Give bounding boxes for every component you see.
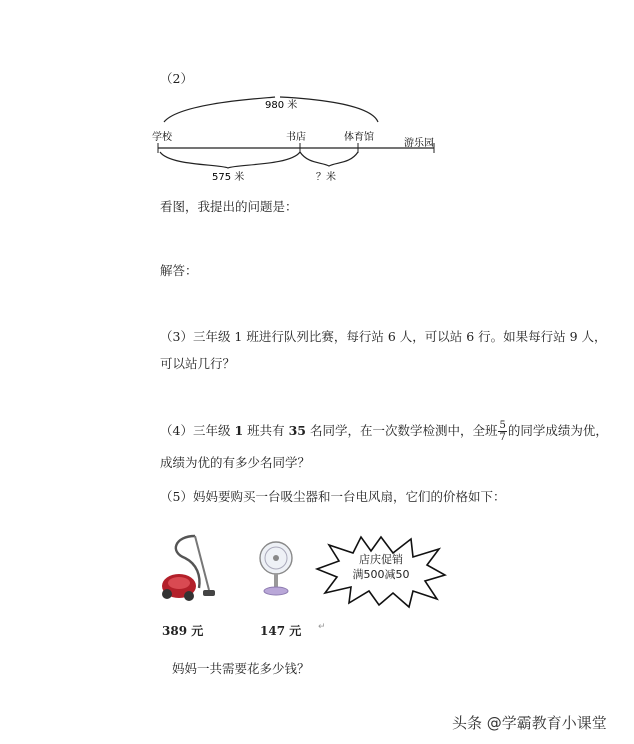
fan-price: 147 元 xyxy=(260,624,302,638)
watermark: 头条 @学霸教育小课堂 xyxy=(452,714,607,732)
q4-class-number: 1 xyxy=(234,423,244,438)
q4-fraction-denominator: 7 xyxy=(499,432,506,443)
place-park: 游乐园 xyxy=(404,138,434,149)
q4-line1 xyxy=(160,420,608,443)
q2-answer-label: 解答： xyxy=(160,263,198,278)
q4-text-d: 的同学成绩为优， xyxy=(507,423,608,438)
q4-text-a: （4）三年级 xyxy=(160,423,235,438)
label-segment-bookstore-gym: ？米 xyxy=(316,172,336,183)
q5-question: 妈妈一共需要花多少钱？ xyxy=(172,661,310,676)
q4-text-b: 班共有 xyxy=(243,423,289,438)
vacuum-cleaner-image xyxy=(155,532,217,604)
place-bookstore: 书店 xyxy=(286,132,306,143)
q3-line1: （3）三年级 1 班进行队列比赛，每行站 6 人，可以站 6 行。如果每行站 9 人， xyxy=(160,329,607,344)
q2-number: （2） xyxy=(160,71,193,86)
vacuum-price: 389 元 xyxy=(162,624,204,638)
q4-fraction-numerator: 5 xyxy=(499,420,506,431)
q4-student-count: 35 xyxy=(288,423,306,438)
q4-fraction xyxy=(498,420,506,443)
q5-intro: （5）妈妈要购买一台吸尘器和一台电风扇，它们的价格如下： xyxy=(160,489,506,504)
label-segment-school-bookstore: 575 米 xyxy=(212,172,245,183)
label-total-distance: 980 米 xyxy=(265,100,298,111)
promotion-text xyxy=(315,552,447,582)
promotion-line1: 店庆促销 xyxy=(359,553,403,566)
q4-text-c: 名同学，在一次数学检测中，全班 xyxy=(306,423,498,438)
return-mark-icon: ↵ xyxy=(318,622,326,632)
q2-distance-diagram xyxy=(150,88,450,188)
place-gym: 体育馆 xyxy=(344,132,374,143)
place-school: 学校 xyxy=(152,132,172,143)
q2-prompt: 看图，我提出的问题是： xyxy=(160,199,298,214)
electric-fan-image xyxy=(256,540,296,598)
q3-line2: 可以站几行？ xyxy=(160,356,236,371)
promotion-line2: 满500减50 xyxy=(352,568,410,581)
q4-line2: 成绩为优的有多少名同学？ xyxy=(160,455,311,470)
